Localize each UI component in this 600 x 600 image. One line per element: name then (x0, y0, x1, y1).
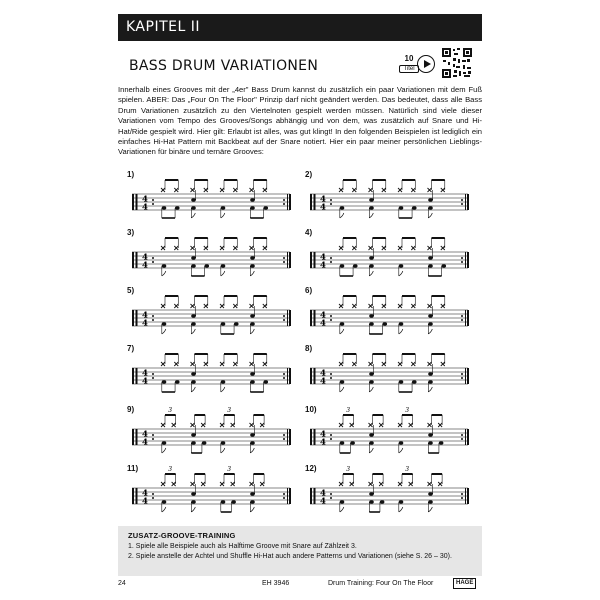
example-label: 12) (305, 464, 317, 473)
time-signature-top: 4 (320, 194, 326, 205)
example-label: 6) (305, 286, 313, 295)
training-item-1: 1. Spiele alle Beispiele auch als Halftime Groove mit Snare auf Zählzeit 3. (128, 543, 357, 550)
example-label: 11) (127, 464, 139, 473)
publisher-logo: HAGE (453, 578, 476, 589)
example-label: 9) (127, 405, 135, 414)
time-signature-top: 4 (142, 252, 148, 263)
example-label: 3) (127, 228, 135, 237)
drum-staff (298, 230, 476, 282)
triplet-mark: 3 (346, 466, 351, 473)
time-signature-top: 4 (320, 488, 326, 499)
drum-staff (298, 407, 476, 459)
time-signature-top: 4 (142, 368, 148, 379)
time-signature-bottom: 4 (320, 496, 326, 507)
track-label: Titel (399, 65, 419, 73)
time-signature-top: 4 (320, 252, 326, 263)
time-signature-bottom: 4 (320, 318, 326, 329)
example-label: 4) (305, 228, 313, 237)
training-title: ZUSATZ-GROOVE-TRAINING (128, 531, 236, 540)
qr-code-icon (441, 47, 473, 79)
drum-staff (120, 230, 298, 282)
page-number: 24 (118, 580, 126, 587)
time-signature-bottom: 4 (142, 496, 148, 507)
drum-staff (298, 466, 476, 518)
example-label: 10) (305, 405, 317, 414)
time-signature-bottom: 4 (320, 202, 326, 213)
drum-staff (298, 346, 476, 398)
section-title: BASS DRUM VARIATIONEN (129, 58, 319, 74)
drum-staff (120, 407, 298, 459)
drum-staff (120, 346, 298, 398)
example-label: 7) (127, 344, 135, 353)
triplet-mark: 3 (227, 466, 232, 473)
time-signature-bottom: 4 (142, 202, 148, 213)
training-item-2: 2. Spiele anstelle der Achtel und Shuffle Hi-Hat auch andere Patterns und Variationen (siehe S. 26 – 30). (128, 553, 452, 560)
audio-track-indicator (399, 54, 437, 76)
time-signature-top: 4 (142, 310, 148, 321)
example-label: 2) (305, 170, 313, 179)
edition-code: EH 3946 (262, 580, 290, 587)
drum-staff (120, 466, 298, 518)
time-signature-bottom: 4 (142, 376, 148, 387)
time-signature-bottom: 4 (142, 260, 148, 271)
book-title: Drum Training: Four On The Floor (328, 580, 434, 587)
drum-staff (120, 172, 298, 224)
chapter-header: KAPITEL II (118, 14, 482, 41)
time-signature-bottom: 4 (320, 260, 326, 271)
time-signature-bottom: 4 (142, 318, 148, 329)
play-icon (417, 55, 435, 73)
triplet-mark: 3 (168, 466, 173, 473)
time-signature-top: 4 (142, 194, 148, 205)
drum-staff (120, 288, 298, 340)
example-label: 8) (305, 344, 313, 353)
time-signature-bottom: 4 (142, 437, 148, 448)
time-signature-top: 4 (142, 488, 148, 499)
time-signature-top: 4 (142, 429, 148, 440)
triplet-mark: 3 (346, 407, 351, 414)
triplet-mark: 3 (405, 407, 410, 414)
training-box (118, 526, 482, 576)
drum-staff (298, 172, 476, 224)
triplet-mark: 3 (405, 466, 410, 473)
track-number: 10 (404, 54, 414, 63)
time-signature-top: 4 (320, 310, 326, 321)
example-label: 1) (127, 170, 135, 179)
time-signature-top: 4 (320, 368, 326, 379)
time-signature-top: 4 (320, 429, 326, 440)
triplet-mark: 3 (227, 407, 232, 414)
example-label: 5) (127, 286, 135, 295)
time-signature-bottom: 4 (320, 376, 326, 387)
triplet-mark: 3 (168, 407, 173, 414)
intro-paragraph: Innerhalb eines Grooves mit der „4er" Bass Drum kannst du zusätzlich ein paar Variationen mit dem Fuß spielen. ABER: Das „Four On The Floor" Prinzip darf nicht geändert werden. Das bedeutet, dass alle Bass Drum Variationen zusätzlich zu den Viertelnoten gespielt werden müssen. Natürlich sind viele dieser Variationen vom Tempo des Grooves/Songs abhängig und von dem, was zusätzlich auf Snare und Hi-Hat/Ride gespielt wird. Hier gilt: Erlaubt ist alles, was gut klingt! In den folgenden Beispielen ist lediglich ein einfaches Hi-Hat Pattern mit Backbeat auf der Snare notiert. Hier ein paar meiner persönlichen Lieblings-Variationen für binäre und ternäre Grooves: (118, 85, 482, 157)
drum-staff (298, 288, 476, 340)
time-signature-bottom: 4 (320, 437, 326, 448)
